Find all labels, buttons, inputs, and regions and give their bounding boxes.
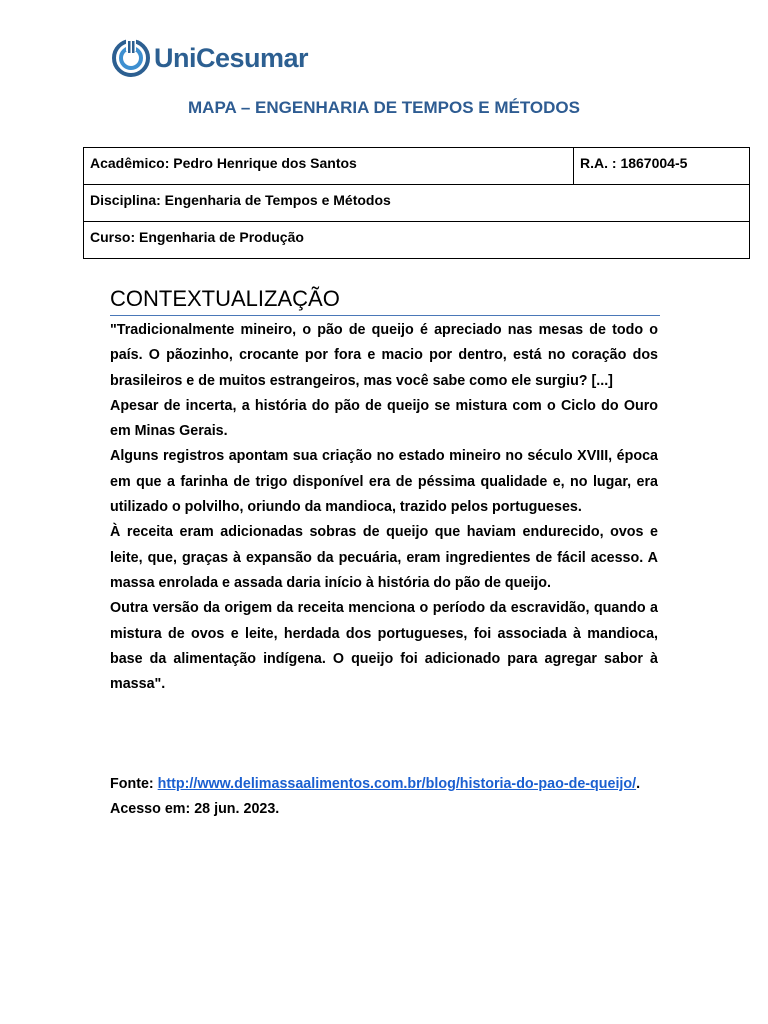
paragraph: Apesar de incerta, a história do pão de queijo se mistura com o Ciclo do Ouro em Minas Gerais.	[110, 397, 658, 440]
document-title: MAPA – ENGENHARIA DE TEMPOS E MÉTODOS	[188, 98, 580, 117]
table-row	[84, 185, 750, 222]
source-link[interactable]: http://www.delimassaalimentos.com.br/blog/historia-do-pao-de-queijo/	[157, 776, 637, 792]
unicesumar-logo-icon	[112, 39, 150, 77]
student-info-table	[83, 147, 750, 259]
table-row	[84, 222, 750, 259]
context-text	[110, 318, 658, 697]
unicesumar-logo	[112, 38, 308, 78]
table-row	[84, 148, 750, 185]
paragraph: À receita eram adicionadas sobras de queijo que haviam endurecido, ovos e leite, que, graças à expansão da pecuária, eram ingredientes de fácil acesso. A massa enrolada e assada daria início à história do pão de queijo.	[110, 524, 658, 591]
paragraph: "Tradicionalmente mineiro, o pão de queijo é apreciado nas mesas de todo o país. O pãozinho, crocante por fora e macio por dentro, está no coração dos brasileiros e de muitos estrangeiros, mas você sabe como ele surgiu? [...]	[110, 322, 658, 389]
curso-cell: Curso: Engenharia de Produção	[84, 222, 750, 259]
source-citation	[110, 772, 658, 823]
source-access-date: . Acesso em: 28 jun. 2023.	[110, 776, 641, 818]
source-label: Fonte:	[110, 776, 158, 792]
ra-cell: R.A. : 1867004-5	[574, 148, 750, 185]
logo-text: UniCesumar	[154, 42, 309, 73]
paragraph: Alguns registros apontam sua criação no estado mineiro no século XVIII, época em que a farinha de trigo disponível era de péssima qualidade e, no lugar, era utilizado o polvilho, oriundo da mandioca, trazido pelos portugueses.	[110, 448, 658, 516]
academico-cell: Acadêmico: Pedro Henrique dos Santos	[84, 148, 574, 185]
paragraph: Outra versão da origem da receita menciona o período da escravidão, quando a mistura de ovos e leite, herdada dos portugueses, foi associada à mandioca, base da alimentação indígena. O queijo foi adicionado para agregar sabor à massa".	[110, 600, 658, 693]
disciplina-cell: Disciplina: Engenharia de Tempos e Métodos	[84, 185, 750, 222]
section-heading: CONTEXTUALIZAÇÃO	[110, 286, 660, 316]
